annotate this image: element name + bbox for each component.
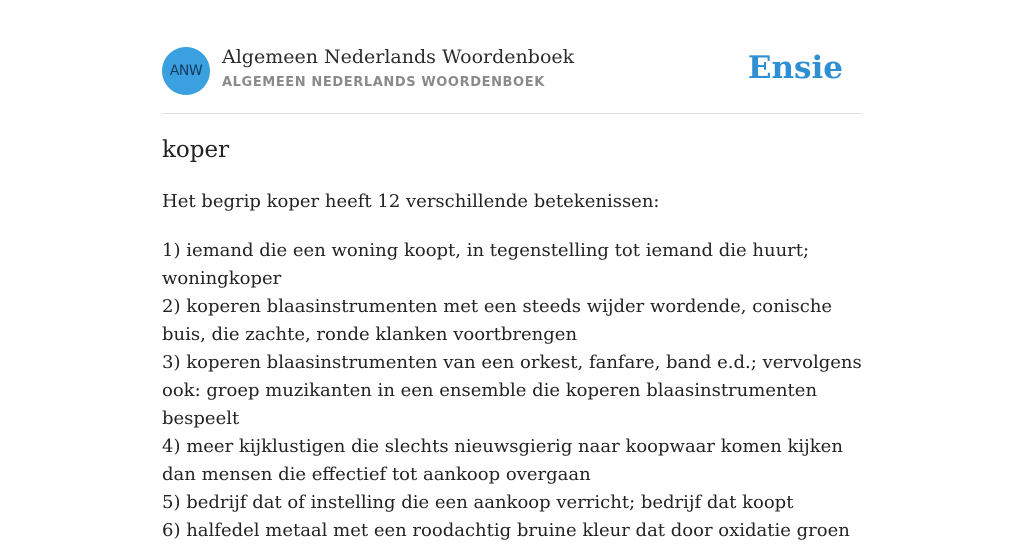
ensie-logo[interactable]: Ensie bbox=[747, 50, 843, 86]
anw-logo[interactable] bbox=[162, 47, 210, 95]
entry-word: koper bbox=[162, 137, 230, 163]
logo-text: ANW bbox=[169, 63, 203, 79]
definition-item: 6) halfedel metaal met een roodachtig bruine kleur dat door oxidatie groen bbox=[162, 520, 850, 541]
definition-item: 5) bedrijf dat of instelling die een aankoop verricht; bedrijf dat koopt bbox=[162, 492, 794, 513]
definition-list bbox=[162, 237, 862, 545]
definition-item: 3) koperen blaasinstrumenten van een orkest, fanfare, band e.d.; vervolgens ook: groep muzikanten in een ensemble die koperen blaasinstrumenten bespeelt bbox=[162, 352, 862, 429]
header bbox=[162, 0, 862, 114]
entry-intro: Het begrip koper heeft 12 verschillende betekenissen: bbox=[162, 191, 660, 212]
site-title[interactable]: Algemeen Nederlands Woordenboek bbox=[222, 46, 575, 68]
definition-item: 2) koperen blaasinstrumenten met een steeds wijder wordende, conische buis, die zachte, ronde klanken voortbrengen bbox=[162, 296, 833, 345]
definition-item: 1) iemand die een woning koopt, in tegenstelling tot iemand die huurt; woningkoper bbox=[162, 240, 810, 289]
site-subtitle: ALGEMEEN NEDERLANDS WOORDENBOEK bbox=[222, 75, 545, 90]
page bbox=[162, 0, 862, 541]
definition-item: 4) meer kijklustigen die slechts nieuwsgierig naar koopwaar komen kijken dan mensen die effectief tot aankoop overgaan bbox=[162, 436, 843, 485]
